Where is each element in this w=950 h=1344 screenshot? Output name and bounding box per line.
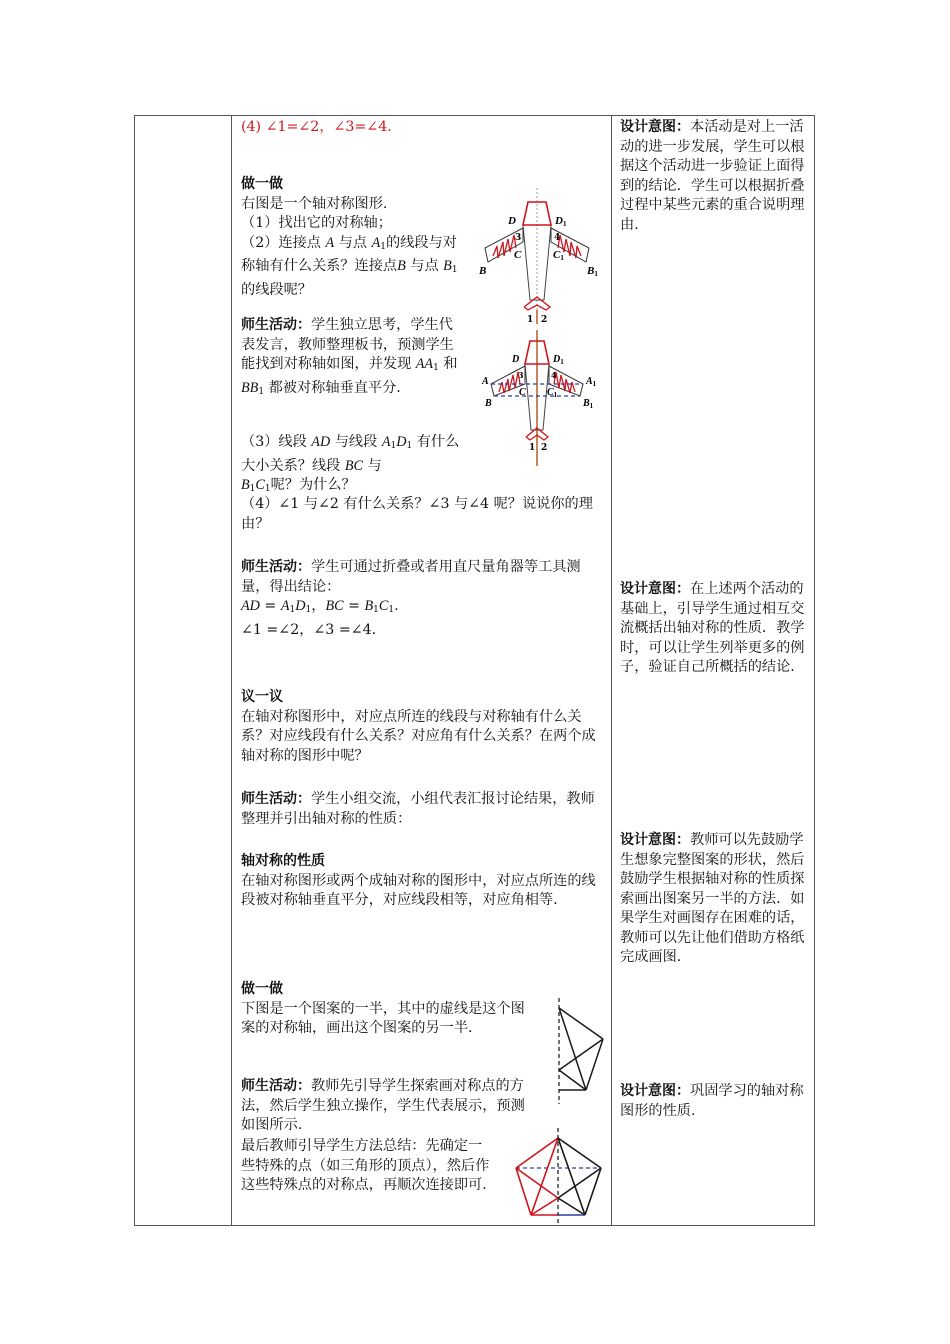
heading-property: 轴对称的性质 bbox=[241, 853, 325, 869]
svg-text:3: 3 bbox=[515, 233, 522, 243]
svg-text:A: A bbox=[482, 376, 489, 387]
heading-discuss: 议一议 bbox=[241, 689, 283, 705]
svg-text:A1: $A_1$ bbox=[586, 376, 597, 388]
design-intent-3: 设计意图：教师可以先鼓励学生想象完整图案的形状，然后鼓励学生根据轴对称的性质探索画出图案另一半的方法．如果学生对画图存在困难的话，教师可以先让他们借助方格纸完成画图. bbox=[620, 832, 805, 965]
airplane-figure-1 bbox=[470, 185, 610, 325]
svg-text:D: D bbox=[512, 354, 520, 365]
activity-label: 师生活动： bbox=[241, 317, 311, 333]
svg-text:D1: D1 bbox=[555, 215, 567, 228]
conclusion-angles: ∠1 =∠2，∠3 =∠4. bbox=[241, 621, 377, 638]
airplane-figure-2 bbox=[470, 330, 610, 470]
svg-text:B: B bbox=[485, 398, 492, 409]
teacher-student-activity-2: 师生活动：学生可通过折叠或者用直尺量角器等工具测量，得出结论： AD = $A_1D_1$，BC = $B_1C_1$. ∠1 =∠2，∠3 =∠4. bbox=[241, 558, 601, 640]
svg-text:2: 2 bbox=[541, 315, 548, 325]
answer-4: (4) ∠1=∠2，∠3=∠4. bbox=[241, 119, 392, 135]
design-intent-1: 设计意图：本活动是对上一活动的进一步发展，学生可以根据这个活动进一步验证上面得到的结论．学生可以根据折叠过程中某些元素的重合说明理由. bbox=[620, 119, 805, 233]
svg-text:D: D bbox=[508, 215, 516, 227]
svg-text:3: 3 bbox=[518, 370, 524, 380]
teacher-student-activity-4: 师生活动：教师先引导学生探索画对称点的方法，然后学生独立操作，学生代表展示，预测如图所示. bbox=[241, 1078, 525, 1133]
completed-pentagon-figure bbox=[510, 1125, 610, 1225]
method-summary: 最后教师引导学生方法总结：先确定一些特殊的点（如三角形的顶点），然后作这些特殊点的对称点，再顺次连接即可. bbox=[241, 1138, 490, 1193]
question-3: （3）线段 AD 与线段 $A_1D_1$ 有什么大小关系？线段 BC 与 $B_1C_1$呢？为什么？ bbox=[241, 434, 460, 494]
svg-text:4: 4 bbox=[551, 370, 557, 380]
do-activity-2: 做一做 下图是一个图案的一半，其中的虚线是这个图案的对称轴，画出这个图案的另一半. bbox=[241, 980, 531, 1039]
do1-q1: （1）找出它的对称轴； bbox=[241, 215, 392, 231]
svg-text:1: 1 bbox=[529, 443, 536, 453]
svg-text:2: 2 bbox=[541, 443, 548, 453]
question-4: （4）∠1 与∠2 有什么关系？∠3 与∠4 呢？说说你的理由？ bbox=[241, 496, 593, 532]
heading-do-1: 做一做 bbox=[241, 176, 283, 192]
svg-text:C1: C1 bbox=[553, 249, 564, 262]
do1-intro: 右图是一个轴对称图形. bbox=[241, 195, 388, 212]
axis-symmetry-property: 轴对称的性质 在轴对称图形或两个成轴对称的图形中，对应点所连的线段被对称轴垂直平分，对应线段相等，对应角相等. bbox=[241, 852, 601, 911]
design-intent-4: 设计意图：巩固学习的轴对称图形的性质. bbox=[620, 1083, 804, 1119]
design-intent-2: 设计意图：在上述两个活动的基础上，引导学生通过相互交流概括出轴对称的性质．教学时，可以让学生列举更多的例子，验证自己所概括的结论. bbox=[620, 581, 805, 675]
svg-text:1: 1 bbox=[527, 315, 534, 325]
svg-text:C: C bbox=[514, 249, 522, 261]
svg-text:4: 4 bbox=[554, 233, 561, 243]
svg-text:D1: $D_1$ bbox=[553, 354, 564, 366]
column-divider-1 bbox=[231, 116, 232, 1225]
teacher-student-activity-3: 师生活动：学生小组交流，小组代表汇报讨论结果，教师整理并引出轴对称的性质： bbox=[241, 791, 595, 827]
do1-q2: （2）连接点 A 与点 $A_1$的线段与对称轴有什么关系？连接点B 与点 $B_1$的线段呢？ bbox=[241, 234, 458, 298]
svg-text:C: C bbox=[519, 387, 526, 398]
do-activity-1 bbox=[241, 175, 466, 300]
svg-text:C1: $C_1$ bbox=[547, 387, 558, 399]
half-pattern-figure bbox=[540, 995, 620, 1105]
discuss-section: 议一议 在轴对称图形中，对应点所连的线段与对称轴有什么关系？对应线段有什么关系？对应角有什么关系？在两个成轴对称的图形中呢？ bbox=[241, 688, 601, 766]
heading-do-2: 做一做 bbox=[241, 981, 283, 997]
teacher-student-activity-1: 师生活动：学生独立思考，学生代表发言，教师整理板书，预测学生能找到对称轴如图，并发现 $AA_1$ 和 $BB_1$ 都被对称轴垂直平分. bbox=[241, 317, 458, 397]
svg-text:B1: B1 bbox=[587, 265, 598, 278]
svg-text:B1: $B_1$ bbox=[583, 398, 594, 410]
svg-text:B: B bbox=[479, 265, 487, 277]
conclusion-segments: AD = $A_1D_1$，BC = $B_1C_1$. bbox=[241, 598, 399, 615]
